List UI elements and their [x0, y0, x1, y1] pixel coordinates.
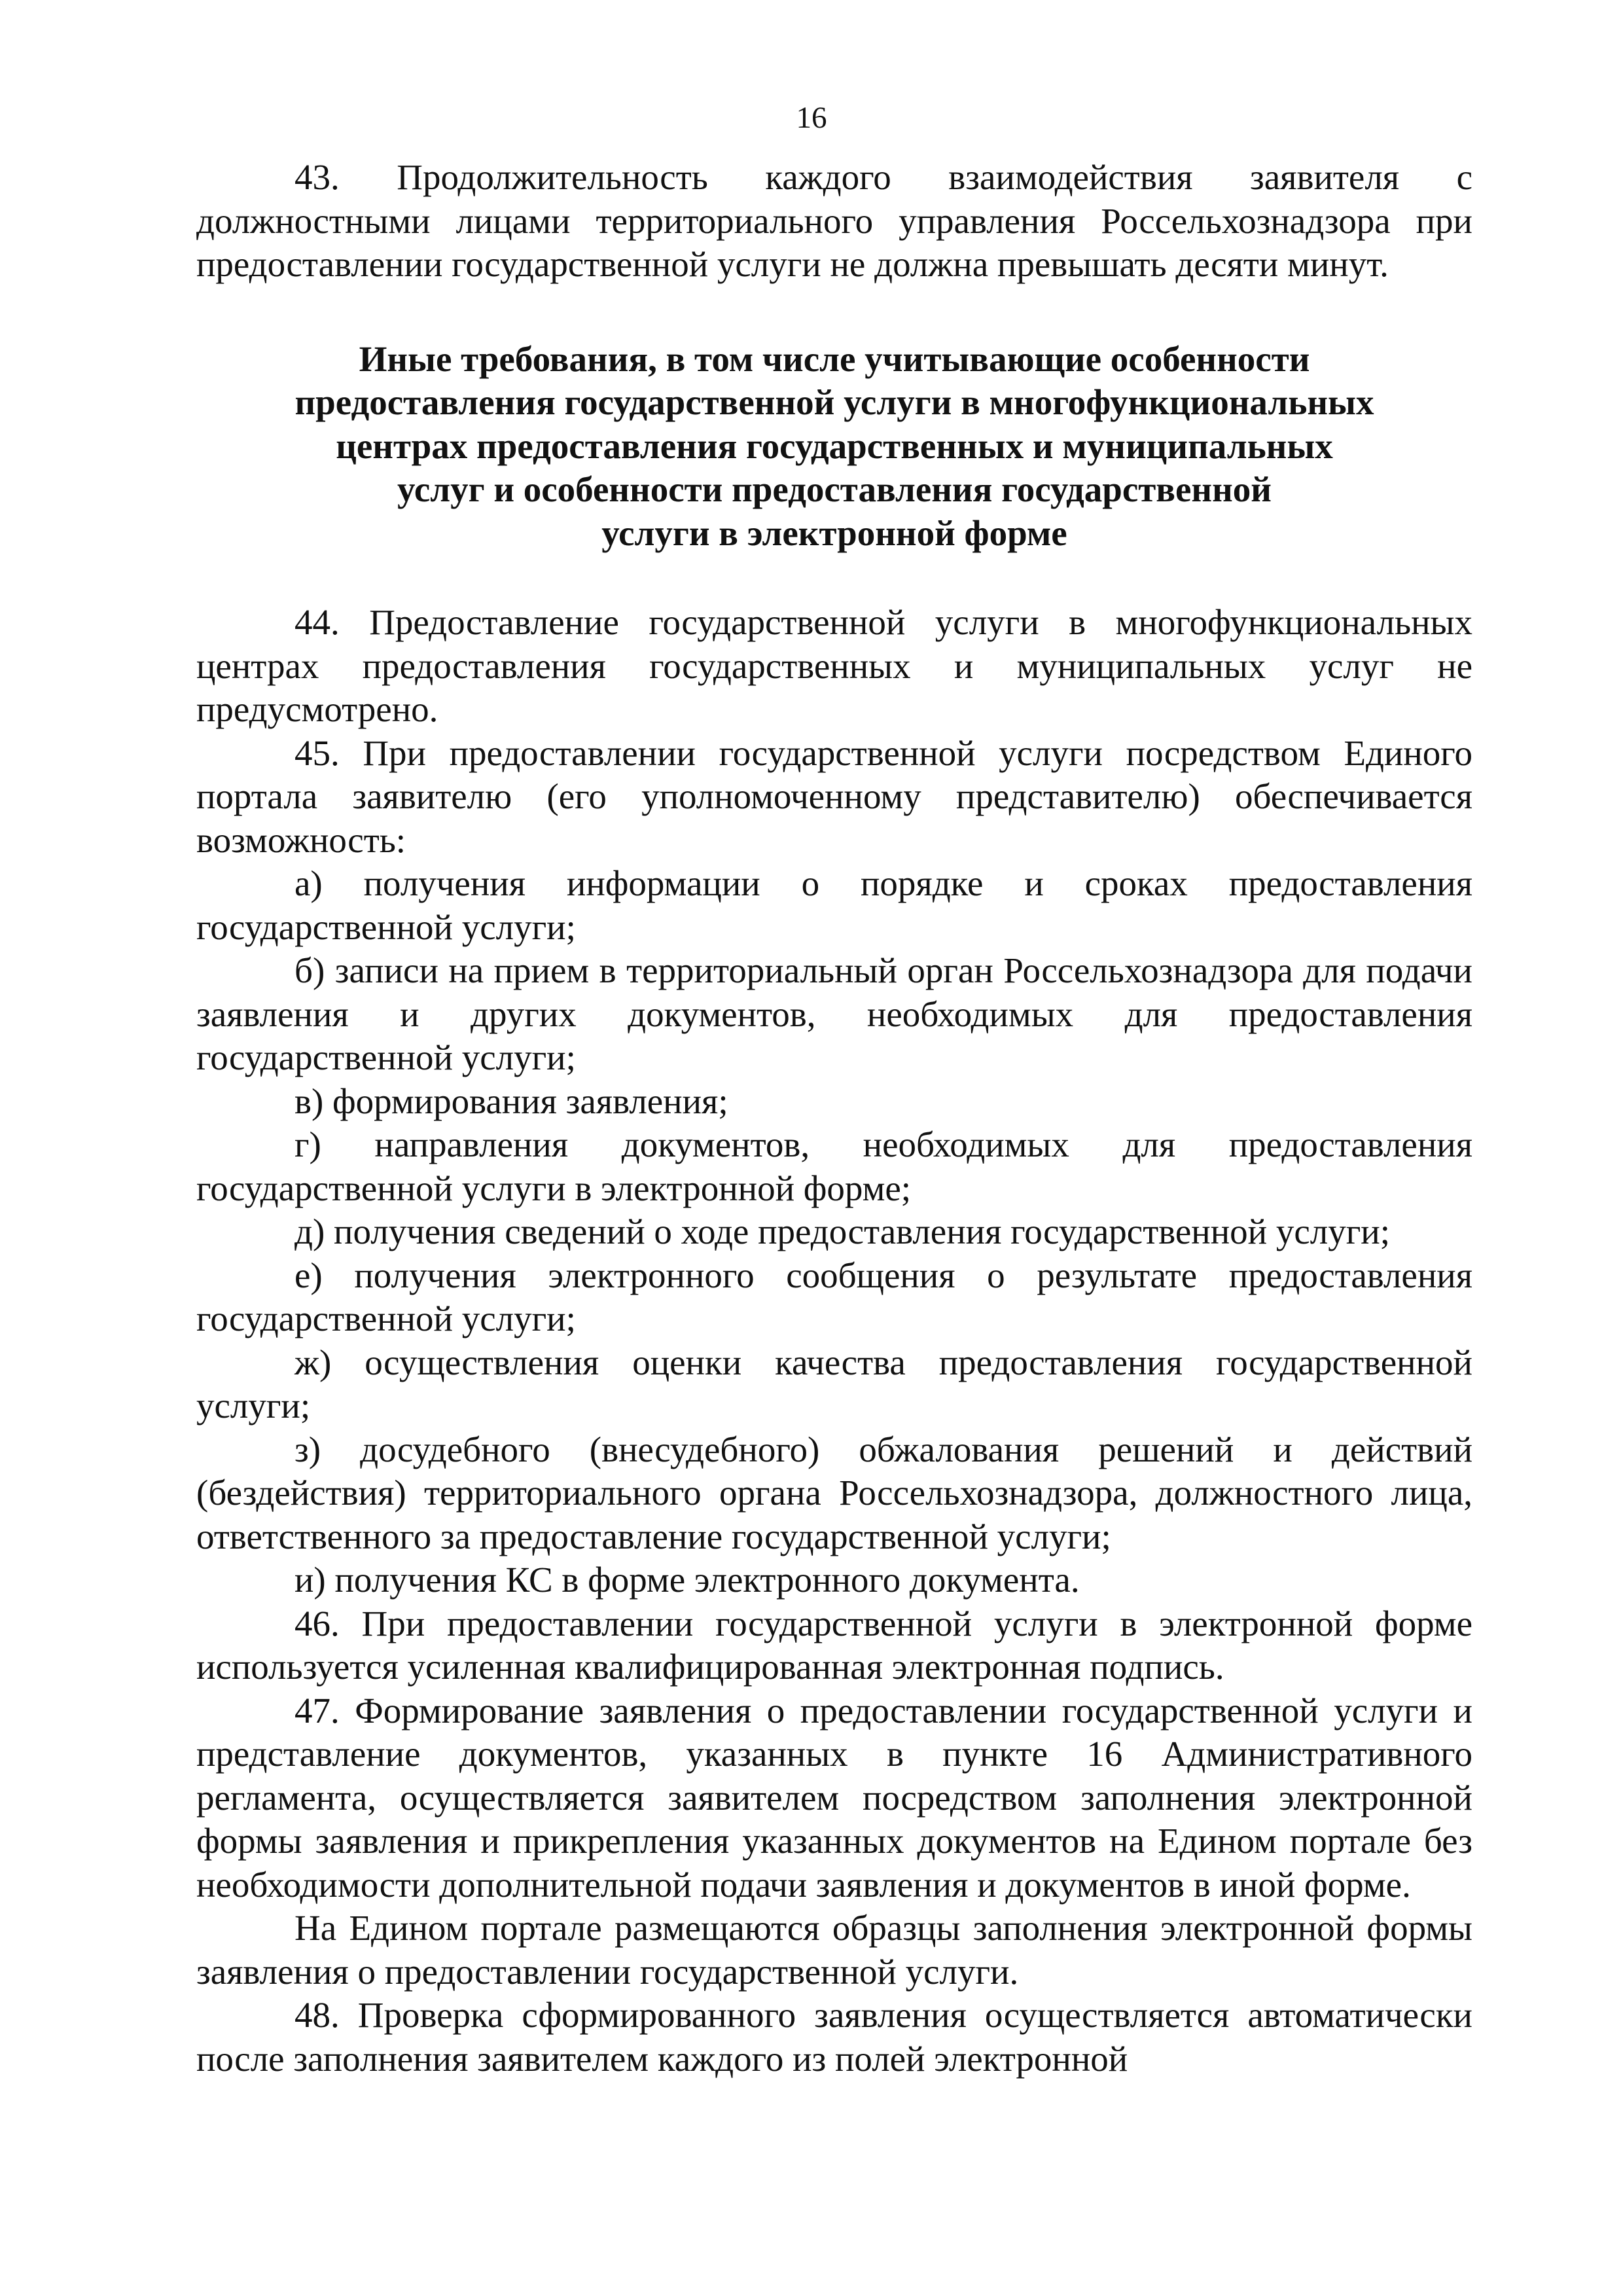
list-item-i: и) получения КС в форме электронного документа.: [294, 1560, 1080, 1600]
section-heading: [196, 338, 1472, 556]
heading-line: услуг и особенности предоставления государственной: [397, 469, 1272, 509]
paragraph-47: 47. Формирование заявления о предоставлении государственной услуги и представление документов, указанных в пункте 16 Административного регламента, осуществляется заявителем посредством заполнения электронной формы заявления и прикрепления указанных документов на Едином портале без необходимости дополнительной подачи заявления и документов в иной форме.: [196, 1690, 1472, 1905]
document-body: [196, 156, 1472, 2081]
paragraph-46: 46. При предоставлении государственной услуги в электронной форме используется усиленная квалифицированная электронная подпись.: [196, 1603, 1472, 1687]
list-item-z: з) досудебного (внесудебного) обжалования решений и действий (бездействия) территориального органа Россельхознадзора, должностного лица, ответственного за предоставление государственной услуги;: [196, 1429, 1472, 1556]
list-item-v: в) формирования заявления;: [294, 1081, 728, 1121]
paragraph-47-samples: На Едином портале размещаются образцы заполнения электронной формы заявления о предоставлении государственной услуги.: [196, 1908, 1472, 1992]
list-item-d: д) получения сведений о ходе предоставления государственной услуги;: [294, 1211, 1390, 1251]
paragraph-45: 45. При предоставлении государственной услуги посредством Единого портала заявителю (его уполномоченному представителю) обеспечивается возможность:: [196, 732, 1472, 860]
paragraph-48: 48. Проверка сформированного заявления осуществляется автоматически после заполнения заявителем каждого из полей электронной: [196, 1995, 1472, 2079]
page-number: 16: [796, 101, 827, 135]
list-item-zh: ж) осуществления оценки качества предоставления государственной услуги;: [196, 1342, 1472, 1426]
paragraph-43: 43. Продолжительность каждого взаимодействия заявителя с должностными лицами территориального управления Россельхознадзора при предоставлении государственной услуги не должна превышать десяти минут.: [196, 157, 1472, 284]
heading-line: предоставления государственной услуги в многофункциональных: [294, 382, 1374, 422]
list-item-a: а) получения информации о порядке и сроках предоставления государственной услуги;: [196, 863, 1472, 947]
heading-line: центрах предоставления государственных и муниципальных: [336, 425, 1333, 466]
paragraph-44: 44. Предоставление государственной услуги в многофункциональных центрах предоставления государственных и муниципальных услуг не предусмотрено.: [196, 602, 1472, 729]
heading-line: Иные требования, в том числе учитывающие особенности: [359, 338, 1310, 379]
heading-line: услуги в электронной форме: [601, 512, 1067, 553]
list-item-g: г) направления документов, необходимых для предоставления государственной услуги в электронной форме;: [196, 1124, 1472, 1208]
list-item-e: е) получения электронного сообщения о результате предоставления государственной услуги;: [196, 1255, 1472, 1338]
list-item-b: б) записи на прием в территориальный орган Россельхознадзора для подачи заявления и других документов, необходимых для предоставления государственной услуги;: [196, 950, 1472, 1077]
